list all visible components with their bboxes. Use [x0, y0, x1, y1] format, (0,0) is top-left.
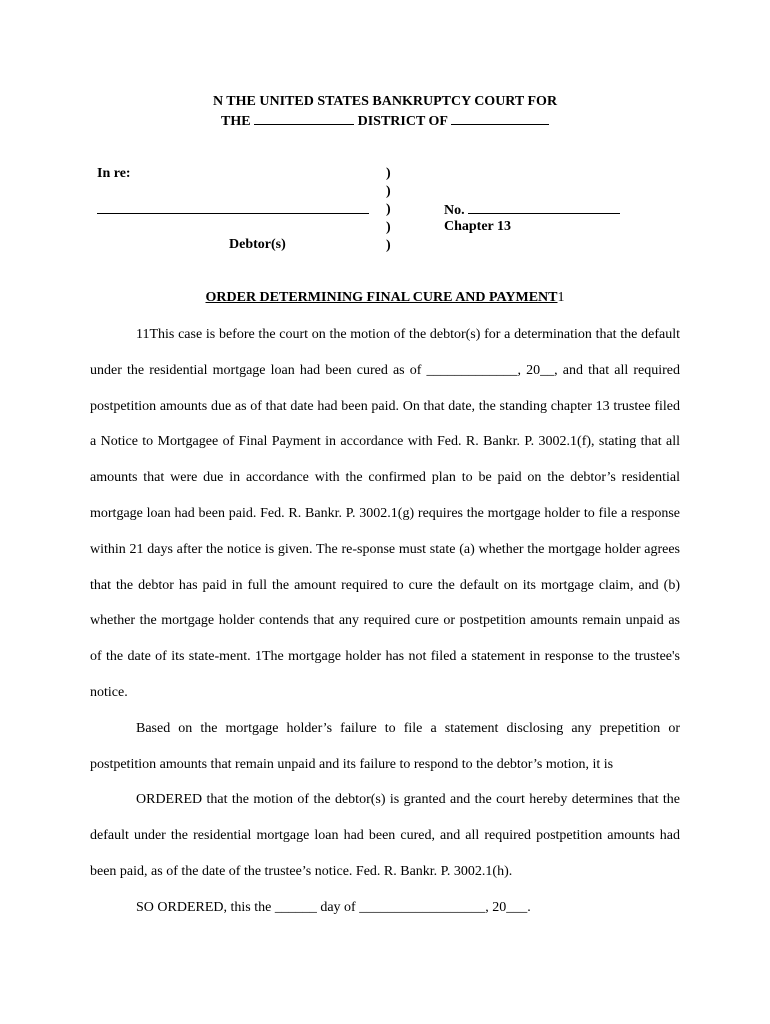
- court-header-line2: [0, 112, 770, 130]
- paragraph-failure: Based on the mortgage holder’s failure to file a statement disclosing any prepetition or postpetition amounts that remain unpaid and its failure to respond to the debtor’s motion, it is: [90, 720, 680, 772]
- case-number-blank: [468, 201, 620, 214]
- debtor-label: Debtor(s): [229, 237, 286, 252]
- debtor-name-blank: [97, 201, 369, 214]
- paragraph-so-ordered: SO ORDERED, this the ______ day of __________________, 20___.: [136, 899, 531, 915]
- chapter-label: Chapter 13: [444, 219, 512, 234]
- case-number-label: No.: [444, 203, 465, 218]
- in-re-label: In re:: [97, 166, 131, 181]
- case-number-field: [444, 201, 620, 219]
- caption-paren: ): [386, 184, 391, 199]
- footnote-marker: 1: [557, 290, 565, 305]
- debtor-name-line: [97, 201, 369, 219]
- caption-paren: ): [386, 202, 391, 217]
- caption-paren: ): [386, 166, 391, 181]
- paragraph-ordered: ORDERED that the motion of the debtor(s) is granted and the court hereby determines that the default under the residential mortgage loan had been cured, and all required postpetition amounts had been paid, as of the date of the trustee’s notice. Fed. R. Bankr. P. 3002.1(h).: [90, 792, 680, 879]
- header-district-of: DISTRICT OF: [357, 114, 448, 129]
- order-title: [0, 290, 770, 306]
- order-title-text: ORDER DETERMINING FINAL CURE AND PAYMENT: [205, 290, 558, 305]
- state-blank: [451, 112, 549, 125]
- caption-paren: ): [386, 238, 391, 253]
- paragraph-motion: 11This case is before the court on the motion of the debtor(s) for a determination that the default under the residential mortgage loan had been cured as of _____________, 20__, and that all required postpetition amounts due as of that date had been paid. On that date, the standing chapter 13 trustee filed a Notice to Mortgagee of Final Payment in accordance with Fed. R. Bankr. P. 3002.1(f), stating that all amounts that were due in accordance with the confirmed plan to be paid on the debtor’s residential mortgage loan had been paid. Fed. R. Bankr. P. 3002.1(g) requires the mortgage holder to file a response within 21 days after the notice is given. The re-sponse must state (a) whether the mortgage holder agrees that the debtor has paid in full the amount required to cure the default on its mortgage claim, and (b) whether the mortgage holder contends that any required cure or postpetition amounts remain unpaid as of the date of its state-ment. 1The mortgage holder has not filed a statement in response to the trustee's notice.: [90, 327, 680, 700]
- caption-paren: ): [386, 220, 391, 235]
- header-the: THE: [221, 114, 251, 129]
- court-header-line1: N THE UNITED STATES BANKRUPTCY COURT FOR: [212, 94, 558, 109]
- order-body: [90, 317, 680, 926]
- district-blank: [254, 112, 354, 125]
